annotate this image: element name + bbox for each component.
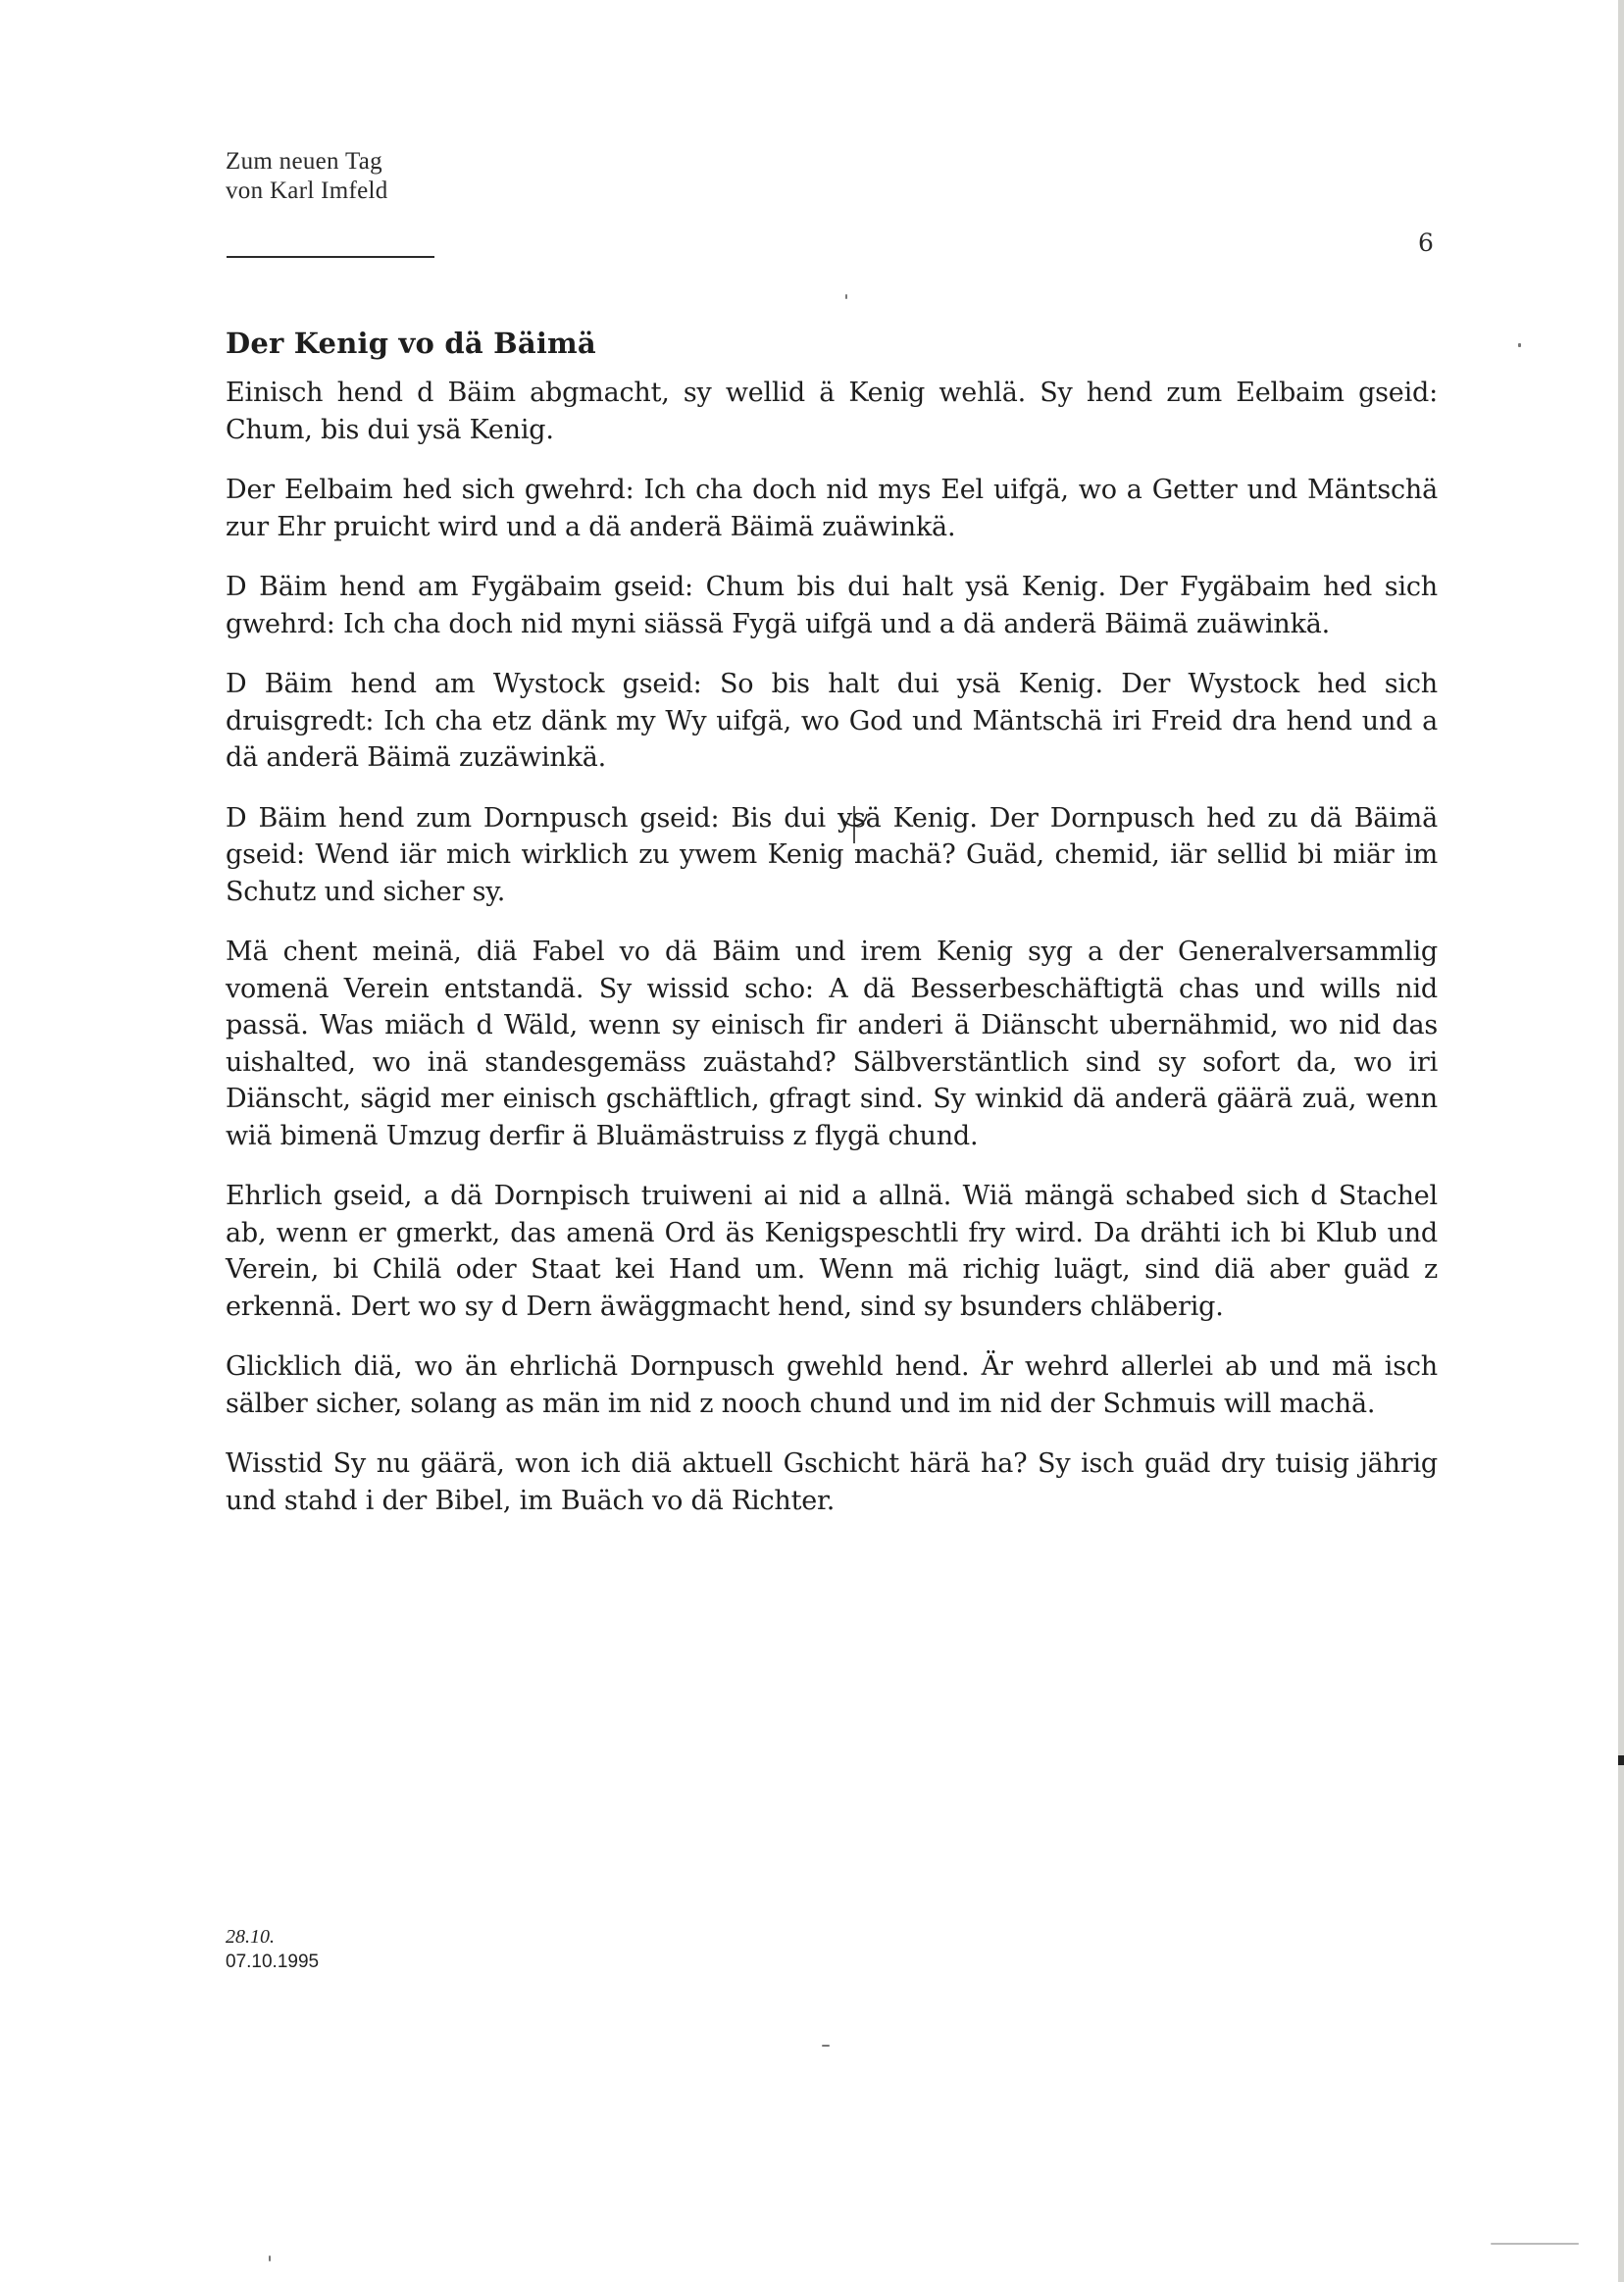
- paragraph: D Bäim hend am Fygäbaim gseid: Chum bis dui halt ysä Kenig. Der Fygäbaim hed sich gwehrd: Ich cha doch nid myni siässä Fygä uifgä und a dä anderä Bäimä zuäwinkä.: [226, 572, 1438, 639]
- scan-speck: [1491, 2243, 1579, 2245]
- article-title: Der Kenig vo dä Bäimä: [226, 327, 596, 360]
- paragraph: Glicklich diä, wo än ehrlichä Dornpusch gwehld hend. Är wehrd allerlei ab und mä isch sälber sicher, solang as män im nid z nooch chund und im nid der Schmuis will machä.: [226, 1351, 1438, 1419]
- printed-date: 07.10.1995: [226, 1952, 320, 1972]
- scan-speck: [845, 294, 847, 299]
- scan-speck: [269, 2256, 271, 2261]
- paragraph: Der Eelbaim hed sich gwehrd: Ich cha doch nid mys Eel uifgä, wo a Getter und Mäntschä zur Ehr pruicht wird und a dä anderä Bäimä zuäwinkä.: [226, 475, 1438, 542]
- scan-speck: [822, 2045, 830, 2047]
- header-rule: [227, 256, 434, 258]
- author-line: von Karl Imfeld: [226, 177, 388, 204]
- paragraph: Einisch hend d Bäim abgmacht, sy wellid ä Kenig wehlä. Sy hend zum Eelbaim gseid: Chum, bis dui ysä Kenig.: [226, 378, 1438, 445]
- paragraph: D Bäim hend zum Dornpusch gseid: Bis dui ysä Kenig. Der Dornpusch hed zu dä Bäimä gseid: Wend iär mich wirklich zu ywem Kenig machä? Guäd, chemid, iär sellid bi miär im Schutz und sicher sy.: [226, 802, 1438, 907]
- paragraph: Ehrlich gseid, a dä Dornpisch truiweni ai nid a allnä. Wiä mängä schabed sich d Stachel ab, wenn er gmerkt, das amenä Ord äs Kenigspeschtli fry wird. Da drähti ich bi Klub und Verein, bi Chilä oder Staat kei Hand um. Wenn mä richig luägt, sind diä aber guäd z erkennä. Dert wo sy d Dern äwäggmacht hend, sind sy bsunders chläberig.: [226, 1181, 1438, 1322]
- paragraph: D Bäim hend am Wystock gseid: So bis halt dui ysä Kenig. Der Wystock hed sich druisgredt: Ich cha etz dänk my Wy uifgä, wo God und Mäntschä iri Freid dra hend und a dä anderä Bäimä zuzäwinkä.: [226, 669, 1438, 773]
- handwritten-date: 28.10.: [226, 1926, 275, 1948]
- page-number: 6: [1418, 228, 1434, 257]
- paragraph: Mä chent meinä, diä Fabel vo dä Bäim und irem Kenig syg a der Generalversammlig vomenä Verein entstandä. Sy wissid scho: A dä Besserbeschäftigtä chas und wills nid passä. Was miäch d Wäld, wenn sy einisch fir anderi ä Diänscht ubernähmid, wo nid das uishalted, wo inä standesgemäss zuästahd? Sälbverstäntlich sind sy sofort da, wo iri Diänscht, sägid mer einisch gschäftlich, gfragt sind. Sy winkid dä anderä gäärä zuä, wenn wiä bimenä Umzug derfir ä Bluämästruiss z flygä chund.: [226, 937, 1438, 1151]
- scan-speck: [1518, 343, 1521, 347]
- handwritten-correction-mark: [839, 804, 869, 845]
- article: [226, 324, 1438, 1543]
- date-stamp: [226, 1924, 319, 1975]
- series-title: Zum neuen Tag: [226, 148, 382, 175]
- paragraph: Wisstid Sy nu gäärä, won ich diä aktuell Gschicht härä ha? Sy isch guäd dry tuisig jährig und stahd i der Bibel, im Buäch vo dä Richter.: [226, 1448, 1438, 1516]
- document-header: [226, 147, 388, 206]
- scan-edge-strip: [1618, 0, 1624, 2282]
- scan-edge-mark: [1618, 1755, 1624, 1765]
